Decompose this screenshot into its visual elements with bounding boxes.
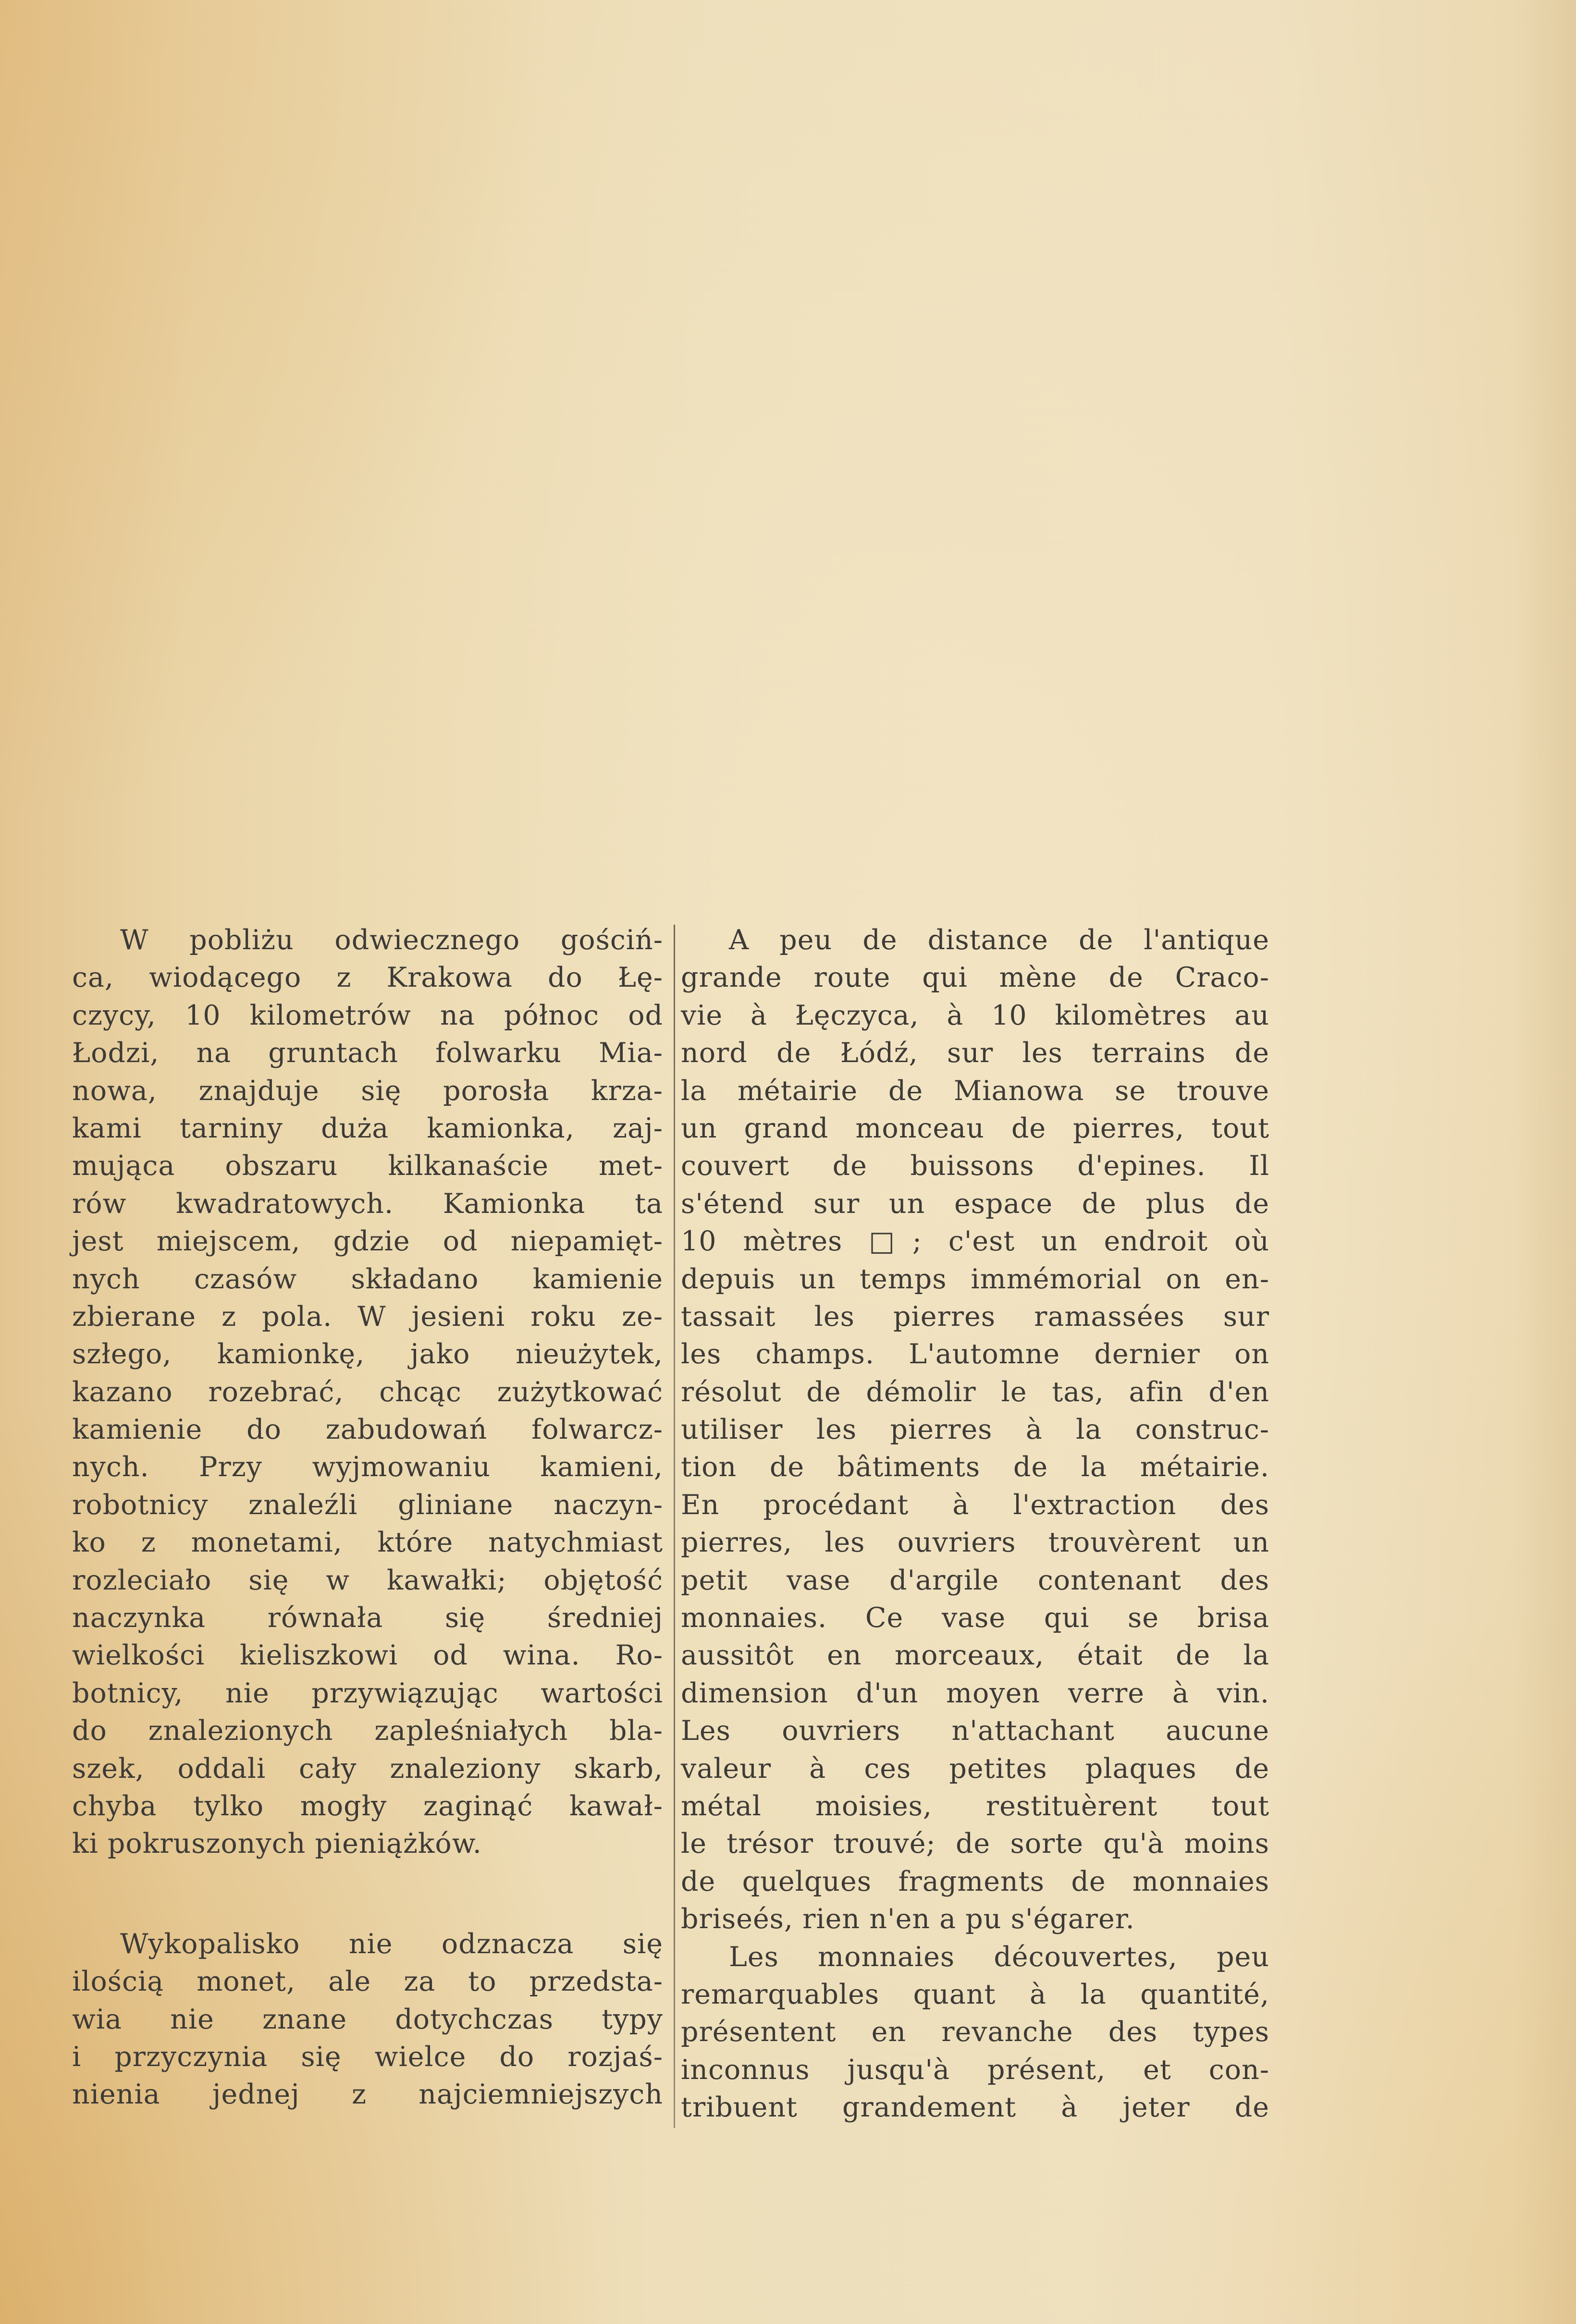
text-line: naczynka równała się średniej bbox=[72, 1602, 663, 1634]
column-divider bbox=[674, 925, 675, 2128]
text-line: dimension d'un moyen verre à vin. bbox=[681, 1677, 1269, 1709]
text-line: kamienie do zabudowań folwarcz- bbox=[72, 1414, 663, 1446]
text-line: un grand monceau de pierres, tout bbox=[681, 1112, 1269, 1144]
paragraph-gap bbox=[72, 1863, 663, 1925]
text-line: tion de bâtiments de la métairie. bbox=[681, 1451, 1269, 1483]
text-line: briseés, rien n'en a pu s'égarer. bbox=[681, 1903, 1135, 1935]
text-line: szłego, kamionkę, jako nieużytek, bbox=[72, 1338, 663, 1370]
text-line: depuis un temps immémorial on en- bbox=[681, 1263, 1269, 1295]
text-line: remarquables quant à la quantité, bbox=[681, 1978, 1269, 2010]
text-line: les champs. L'automne dernier on bbox=[681, 1338, 1269, 1370]
text-line: kami tarniny duża kamionka, zaj- bbox=[72, 1112, 663, 1144]
text-line: petit vase d'argile contenant des bbox=[681, 1564, 1269, 1596]
page-edge-shadow bbox=[1514, 0, 1576, 2324]
text-line: Wykopalisko nie odznacza się bbox=[120, 1928, 663, 1960]
text-line: rozleciało się w kawałki; objętość bbox=[72, 1564, 663, 1596]
text-line: wia nie znane dotychczas typy bbox=[72, 2003, 663, 2035]
text-line: rów kwadratowych. Kamionka ta bbox=[72, 1187, 663, 1220]
text-line: do znalezionych zapleśniałych bla- bbox=[72, 1715, 663, 1747]
text-line: zbierane z pola. W jesieni roku ze- bbox=[72, 1300, 663, 1333]
text-line: W pobliżu odwiecznego gościń- bbox=[120, 924, 663, 956]
text-line: mująca obszaru kilkanaście met- bbox=[72, 1150, 663, 1182]
text-line: tassait les pierres ramassées sur bbox=[681, 1300, 1269, 1333]
text-line: monnaies. Ce vase qui se brisa bbox=[681, 1602, 1269, 1634]
text-line: nych czasów składano kamienie bbox=[72, 1263, 663, 1295]
polish-paragraph-1 bbox=[72, 921, 663, 1863]
text-line: tribuent grandement à jeter de bbox=[681, 2092, 1269, 2124]
french-text-column bbox=[681, 921, 1269, 2127]
text-line: nych. Przy wyjmowaniu kamieni, bbox=[72, 1451, 663, 1483]
text-line: utiliser les pierres à la construc- bbox=[681, 1414, 1269, 1446]
text-line: inconnus jusqu'à présent, et con- bbox=[681, 2054, 1269, 2086]
text-line: botnicy, nie przywiązując wartości bbox=[72, 1677, 663, 1709]
text-line: couvert de buissons d'epines. Il bbox=[681, 1150, 1269, 1182]
text-line: nienia jednej z najciemniejszych bbox=[72, 2079, 663, 2111]
text-line: aussitôt en morceaux, était de la bbox=[681, 1639, 1269, 1672]
text-line: nowa, znajduje się porosła krza- bbox=[72, 1075, 663, 1107]
text-line: présentent en revanche des types bbox=[681, 2016, 1269, 2048]
polish-paragraph-2 bbox=[72, 1925, 663, 2114]
text-line: s'étend sur un espace de plus de bbox=[681, 1187, 1269, 1220]
text-line: de quelques fragments de monnaies bbox=[681, 1865, 1269, 1897]
text-line: ca, wiodącego z Krakowa do Łę- bbox=[72, 962, 663, 994]
polish-text-column bbox=[72, 921, 663, 2114]
text-line: Les ouvriers n'attachant aucune bbox=[681, 1715, 1269, 1747]
text-line: kazano rozebrać, chcąc zużytkować bbox=[72, 1376, 663, 1408]
text-line: grande route qui mène de Craco- bbox=[681, 962, 1269, 994]
text-line: ilością monet, ale za to przedsta- bbox=[72, 1966, 663, 1998]
text-line: Les monnaies découvertes, peu bbox=[729, 1941, 1269, 1973]
text-line: le trésor trouvé; de sorte qu'à moins bbox=[681, 1828, 1269, 1860]
text-line: i przyczynia się wielce do rozjaś- bbox=[72, 2041, 663, 2073]
text-line: pierres, les ouvriers trouvèrent un bbox=[681, 1527, 1269, 1559]
text-line: métal moisies, restituèrent tout bbox=[681, 1790, 1269, 1822]
text-line: 10 mètres □; c'est un endroit où bbox=[681, 1225, 1269, 1258]
text-line: jest miejscem, gdzie od niepamięt- bbox=[72, 1225, 663, 1258]
text-line: szek, oddali cały znaleziony skarb, bbox=[72, 1752, 663, 1785]
french-paragraph-1 bbox=[681, 921, 1269, 1938]
text-line: résolut de démolir le tas, afin d'en bbox=[681, 1376, 1269, 1408]
text-line: robotnicy znaleźli gliniane naczyn- bbox=[72, 1489, 663, 1521]
text-line: ko z monetami, które natychmiast bbox=[72, 1527, 663, 1559]
text-line: la métairie de Mianowa se trouve bbox=[681, 1075, 1269, 1107]
text-line: valeur à ces petites plaques de bbox=[681, 1752, 1269, 1785]
text-line: ki pokruszonych pieniążków. bbox=[72, 1828, 482, 1860]
text-line: vie à Łęczyca, à 10 kilomètres au bbox=[681, 999, 1269, 1031]
text-line: En procédant à l'extraction des bbox=[681, 1489, 1269, 1521]
french-paragraph-2 bbox=[681, 1938, 1269, 2127]
text-line: chyba tylko mogły zaginąć kawał- bbox=[72, 1790, 663, 1822]
text-line: Łodzi, na gruntach folwarku Mia- bbox=[72, 1037, 663, 1069]
text-line: wielkości kieliszkowi od wina. Ro- bbox=[72, 1639, 663, 1672]
text-line: czycy, 10 kilometrów na północ od bbox=[72, 999, 663, 1031]
text-line: nord de Łódź, sur les terrains de bbox=[681, 1037, 1269, 1069]
text-line: A peu de distance de l'antique bbox=[729, 924, 1269, 956]
